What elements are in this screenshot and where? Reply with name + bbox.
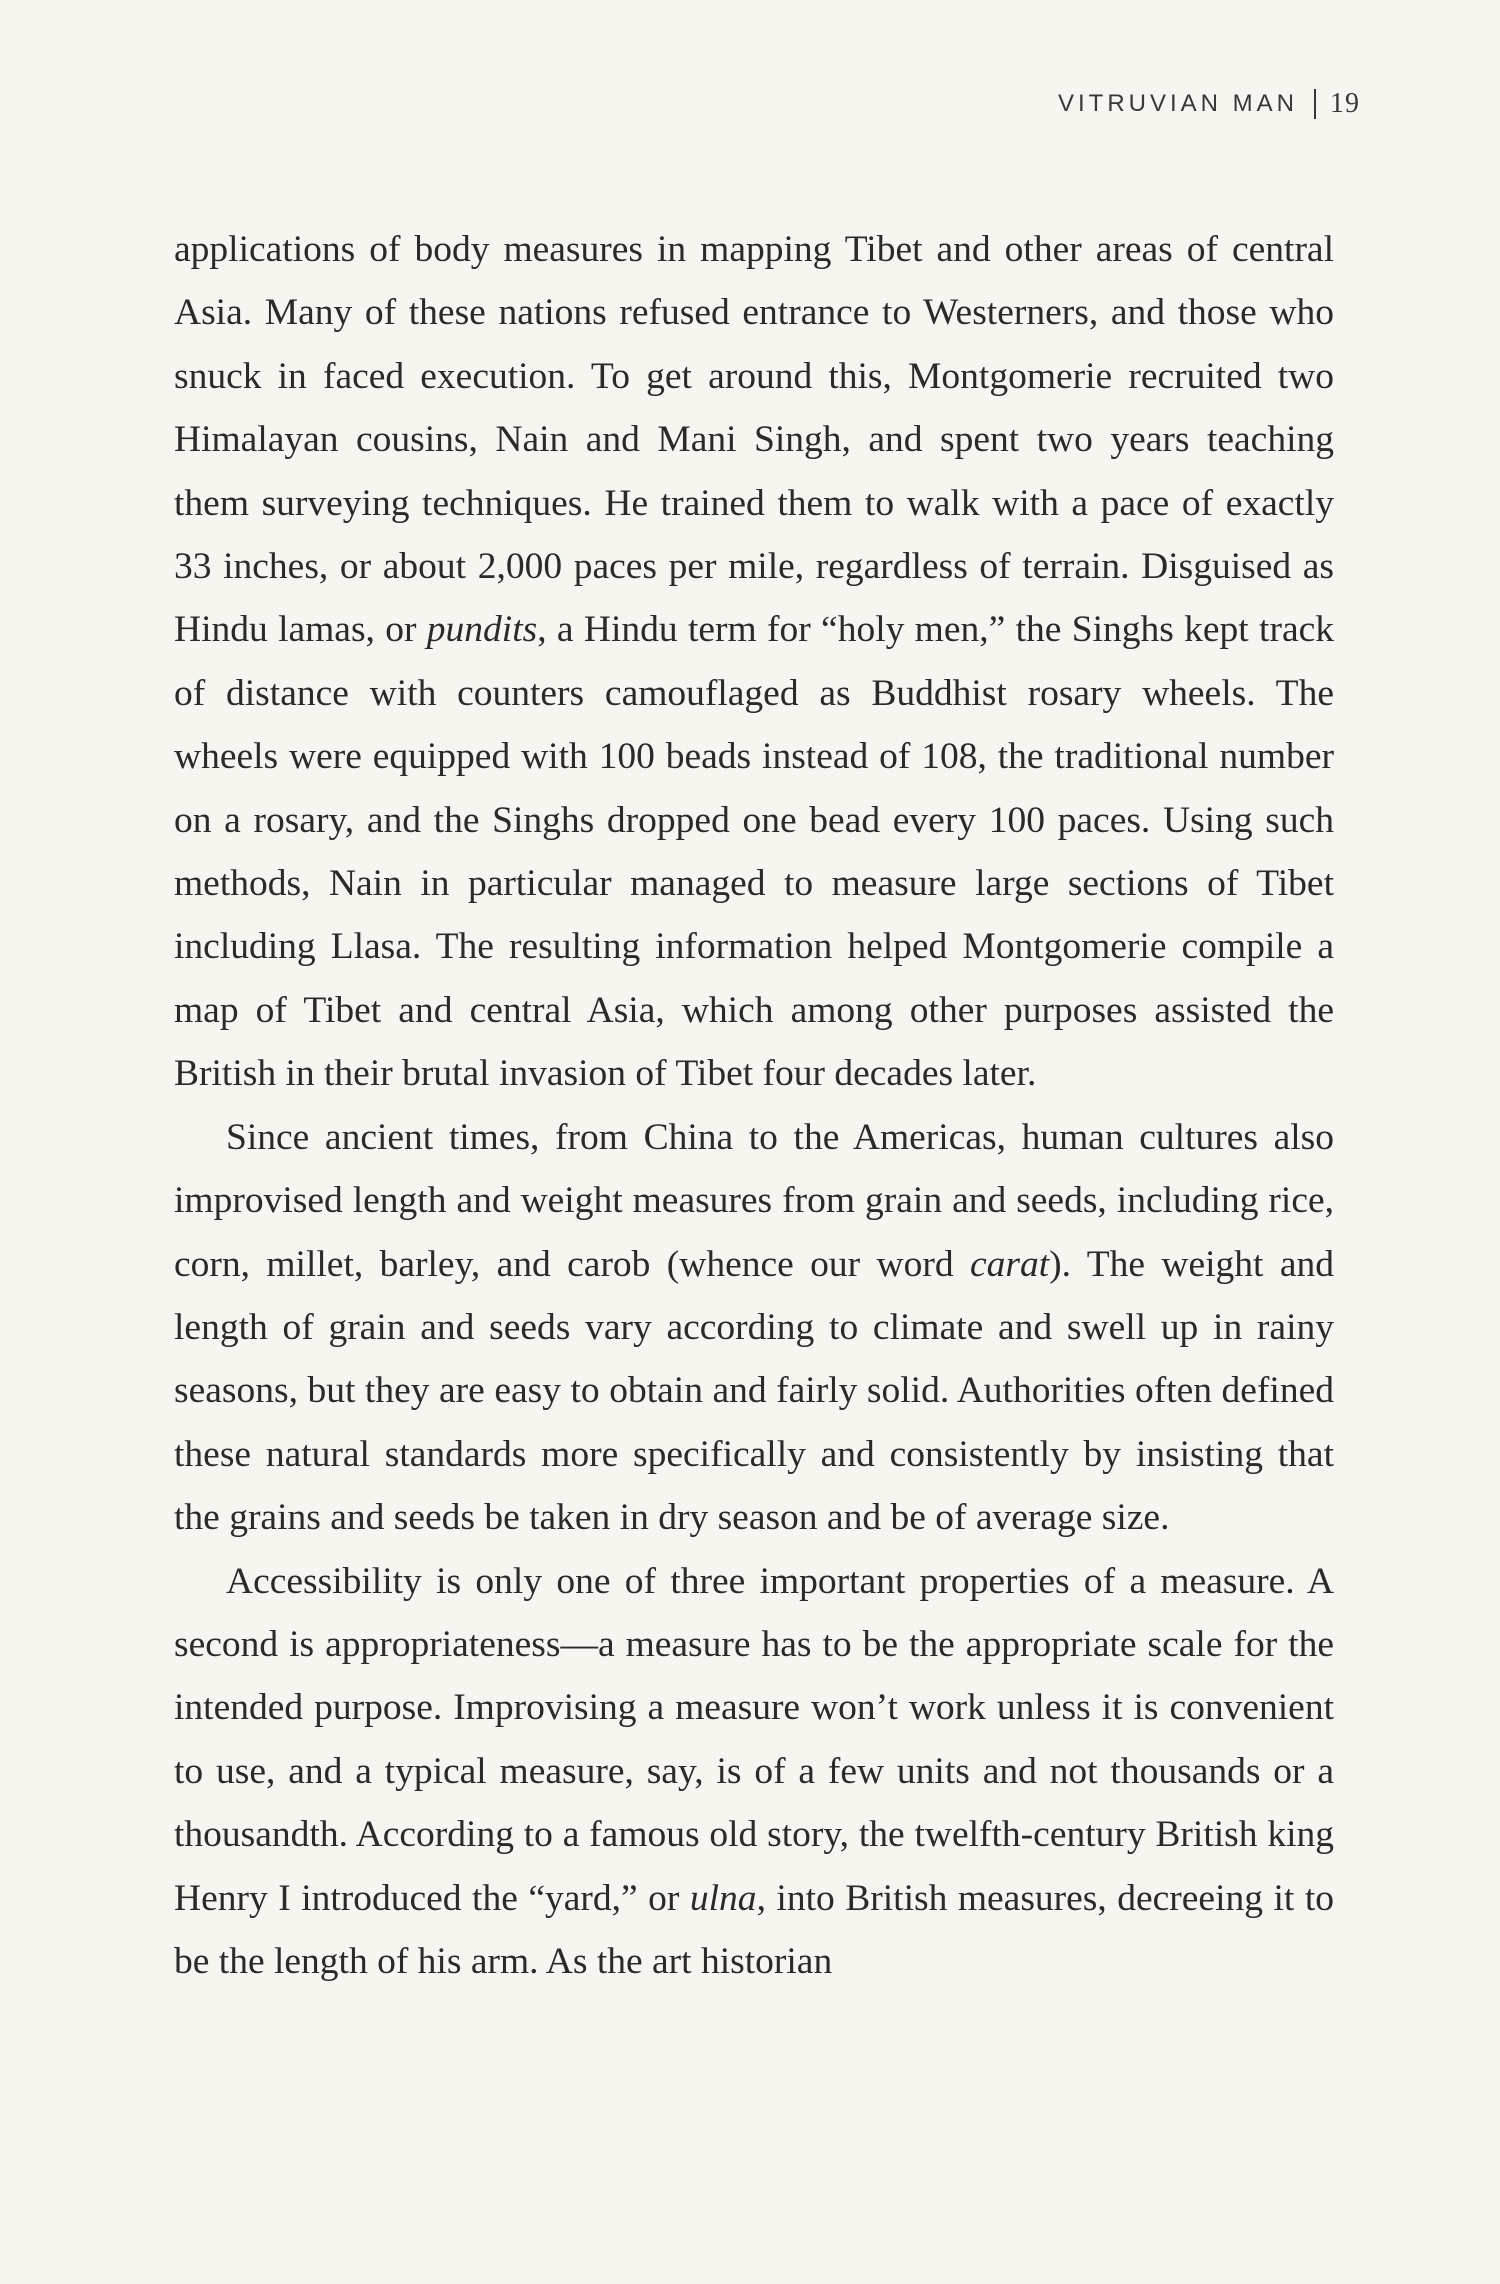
- italic-term: ulna: [689, 1877, 757, 1919]
- paragraph: [174, 1106, 1334, 1550]
- running-head-title: VITRUVIAN MAN: [1057, 90, 1298, 117]
- page-number: 19: [1330, 88, 1360, 119]
- text-run: Since ancient times, from China to the Americas, human cultures also improvised length and weight measures from grain and seeds, including rice, corn, millet, barley, and carob (whence our word: [174, 1116, 1334, 1285]
- text-run: , into British measures, decreeing it to be the length of his arm. As the art historian: [174, 1877, 1334, 1982]
- italic-term: carat: [970, 1243, 1050, 1285]
- paragraph: [174, 218, 1334, 1106]
- running-head-separator: [1314, 89, 1316, 119]
- text-run: , a Hindu term for “holy men,” the Singhs kept track of distance with counters camouflaged as Buddhist rosary wheels. The wheels were equipped with 100 beads instead of 108, the traditional number on a rosary, and the Singhs dropped one bead every 100 paces. Using such methods, Nain in particular managed to measure large sections of Tibet including Llasa. The resulting information helped Montgomerie compile a map of Tibet and central Asia, which among other purposes assisted the British in their brutal invasion of Tibet four decades later.: [174, 609, 1334, 1095]
- text-run: applications of body measures in mapping Tibet and other areas of central Asia. Many of these nations refused entrance to Westerners, and those who snuck in faced execution. To get around this, Montgomerie recruited two Himalayan cousins, Nain and Mani Singh, and spent two years teaching them surveying techniques. He trained them to walk with a pace of exactly 33 inches, or about 2,000 paces per mile, regardless of terrain. Disguised as Hindu lamas, or: [174, 229, 1334, 651]
- italic-term: pundits: [426, 609, 538, 651]
- running-head: [1058, 88, 1360, 120]
- text-run: Accessibility is only one of three important properties of a measure. A second is appropriateness—a measure has to be the appropriate scale for the intended purpose. Improvising a measure won’t work unless it is convenient to use, and a typical measure, say, is of a few units and not thousands or a thousandth. According to a famous old story, the twelfth-century British king Henry I introduced the “yard,” or: [174, 1560, 1334, 1919]
- text-run: ). The weight and length of grain and seeds vary according to climate and swell up in rainy seasons, but they are easy to obtain and fairly solid. Authorities often defined these natural standards more specifically and consistently by insisting that the grains and seeds be taken in dry season and be of average size.: [174, 1243, 1334, 1539]
- body-text: [174, 218, 1334, 1993]
- paragraph: [174, 1550, 1334, 1994]
